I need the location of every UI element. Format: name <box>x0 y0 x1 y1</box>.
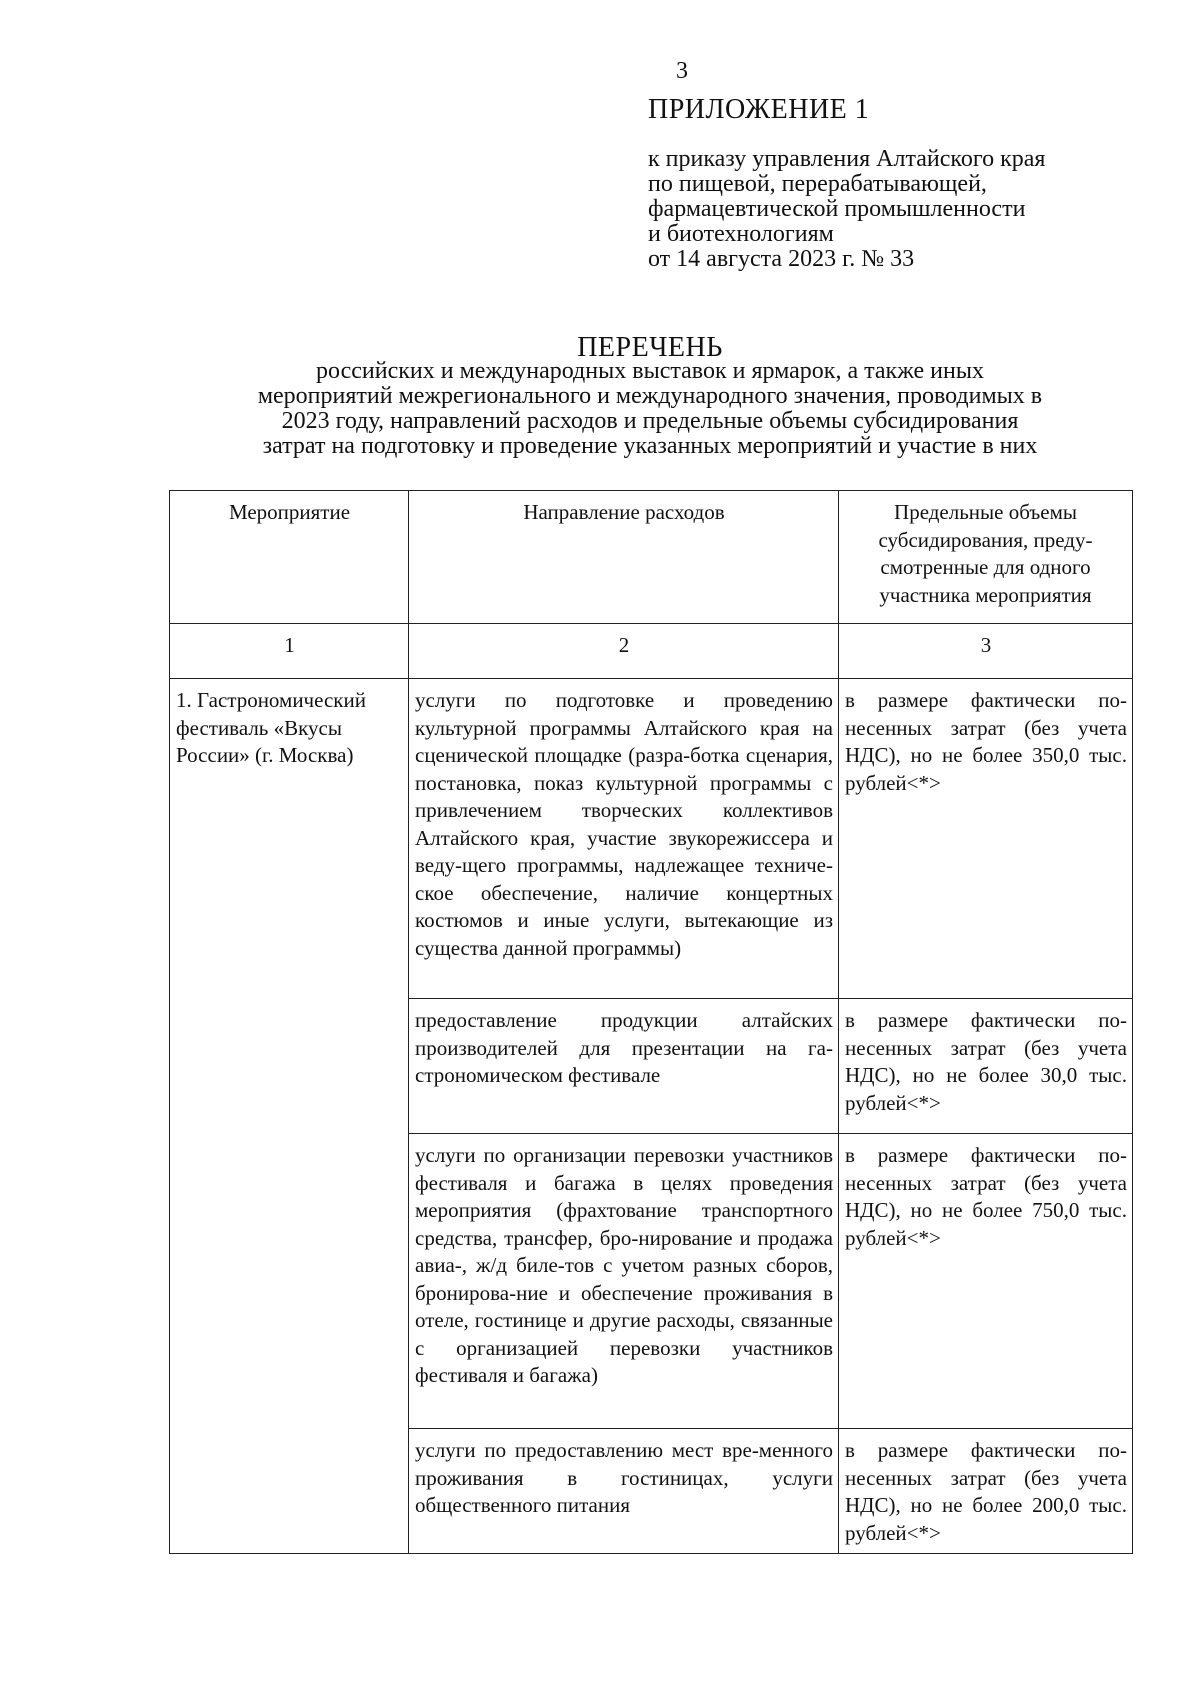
appendix-ref-line: к приказу управления Алтайского края <box>648 146 1046 172</box>
events-table <box>169 490 1133 1554</box>
subsidy-limit: в размере фактически по-несенных затрат (без учета НДС), но не более 30,0 тыс. рублей<*> <box>839 999 1133 1134</box>
table-row <box>170 679 1133 999</box>
document-subtitle <box>155 359 1145 459</box>
event-name: 1. Гастрономический фестиваль «Вкусы России» (г. Москва) <box>170 679 409 1554</box>
appendix-title: ПРИЛОЖЕНИЕ 1 <box>648 94 870 125</box>
expense-direction: услуги по предоставлению мест вре-менного проживания в гостиницах, услуги общественного питания <box>409 1429 839 1554</box>
table-header-row <box>170 491 1133 624</box>
column-number: 1 <box>170 624 409 679</box>
subtitle-line: мероприятий межрегионального и международного значения, проводимых в <box>257 383 1043 409</box>
appendix-ref-line: и биотехнологиям <box>648 221 834 247</box>
subsidy-limit: в размере фактически по-несенных затрат (без учета НДС), но не более 200,0 тыс. рублей<*> <box>839 1429 1133 1554</box>
appendix-ref-line: по пищевой, перерабатывающей, <box>648 171 987 197</box>
column-number: 2 <box>409 624 839 679</box>
appendix-reference <box>648 147 1168 272</box>
expense-direction: предоставление продукции алтайских производителей для презентации на га-строномическом фестивале <box>409 999 839 1134</box>
subsidy-limit: в размере фактически по-несенных затрат (без учета НДС), но не более 350,0 тыс. рублей<*> <box>839 679 1133 999</box>
page-number: 3 <box>676 58 688 84</box>
column-number-row <box>170 624 1133 679</box>
subsidy-limit: в размере фактически по-несенных затрат (без учета НДС), но не более 750,0 тыс. рублей<*> <box>839 1134 1133 1429</box>
column-number: 3 <box>839 624 1133 679</box>
subtitle-line: российских и международных выставок и ярмарок, а также иных <box>316 358 984 384</box>
appendix-ref-line: от 14 августа 2023 г. № 33 <box>648 246 915 272</box>
header-direction: Направление расходов <box>409 491 839 624</box>
header-event: Мероприятие <box>170 491 409 624</box>
expense-direction: услуги по подготовке и проведению культурной программы Алтайского края на сценической площадке (разра-ботка сценария, постановка, показ культурной программы с привлечением творческих коллективов Алтайского края, участие звукорежиссера и веду-щего программы, надлежащее техниче-ское обеспечение, наличие концертных костюмов и иные услуги, вытекающие из существа данной программы) <box>409 679 839 999</box>
subtitle-line: затрат на подготовку и проведение указанных мероприятий и участие в них <box>262 433 1038 459</box>
document-title: ПЕРЕЧЕНЬ <box>577 332 723 363</box>
subtitle-line: 2023 году, направлений расходов и предельные объемы субсидирования <box>281 408 1019 434</box>
header-limit: Предельные объемы субсидирования, преду-смотренные для одного участника мероприятия <box>839 491 1133 624</box>
expense-direction: услуги по организации перевозки участников фестиваля и багажа в целях проведения мероприятия (фрахтование транспортного средства, трансфер, бро-нирование и продажа авиа-, ж/д биле-тов с учетом разных сборов, бронирова-ние и обеспечение проживания в отеле, гостинице и другие расходы, связанные с организацией перевозки участников фестиваля и багажа) <box>409 1134 839 1429</box>
appendix-ref-line: фармацевтической промышленности <box>648 196 1026 222</box>
